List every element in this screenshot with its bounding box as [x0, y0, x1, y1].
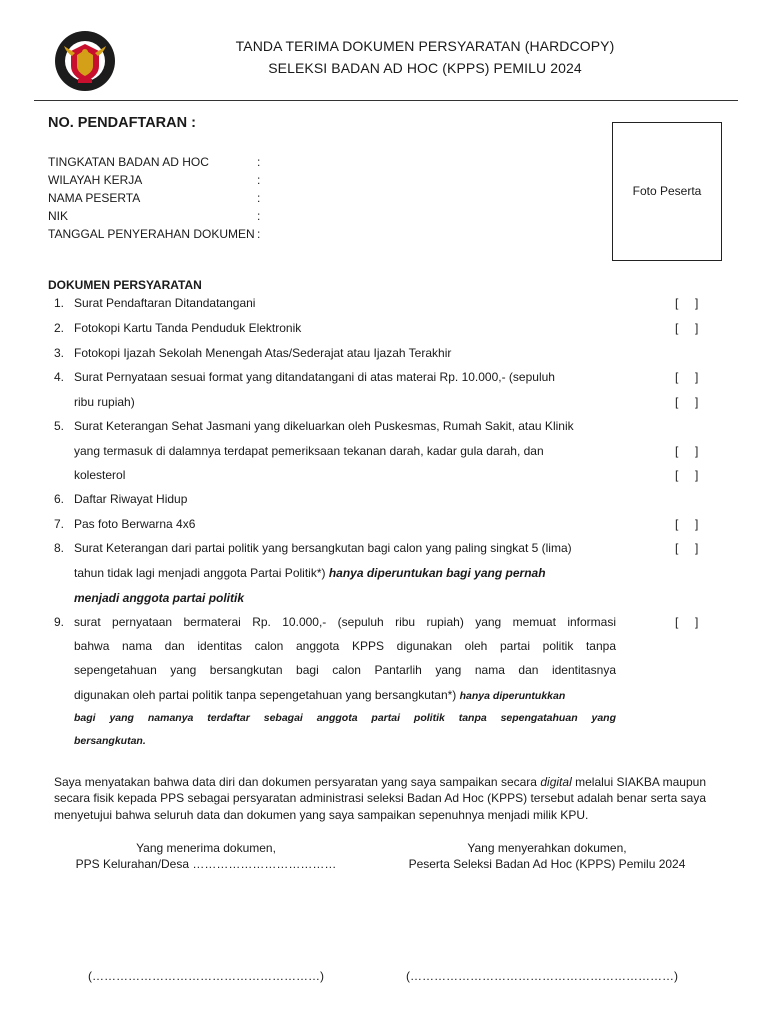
item-text-part: digunakan oleh partai politik tanpa sepengetahuan yang bersangkutan*): [74, 688, 457, 702]
item-number: 2.: [53, 321, 64, 335]
field-label-nama: NAMA PESERTA: [48, 191, 141, 205]
item-text: Pas foto Berwarna 4x6: [74, 517, 196, 531]
item-text: yang termasuk di dalamnya terdapat pemeriksaan tekanan darah, kadar gula darah, dan: [74, 444, 544, 458]
photo-box: [612, 122, 722, 261]
item-number: 5.: [53, 419, 64, 433]
submitter-subtitle: Peserta Seleksi Badan Ad Hoc (KPPS) Pemilu 2024: [408, 857, 686, 871]
item-text: Surat Pendaftaran Ditandatangani: [74, 296, 256, 310]
item-text: ribu rupiah): [74, 395, 135, 409]
item-note: bersangkutan.: [74, 735, 146, 747]
receiver-title: Yang menerima dokumen,: [136, 841, 276, 855]
item-text: bahwa nama dan identitas calon anggota KPPS digunakan oleh partai politik tanpa: [74, 639, 616, 653]
photo-label: Foto Peserta: [632, 184, 702, 198]
document-title: TANDA TERIMA DOKUMEN PERSYARATAN (HARDCOPY): [235, 38, 615, 54]
item-note: hanya diperuntukkan: [459, 690, 566, 702]
item-number: 8.: [53, 541, 64, 555]
checkbox[interactable]: [ ]: [675, 615, 699, 629]
item-text: [74, 688, 565, 702]
item-number: 6.: [53, 492, 64, 506]
header-divider: [34, 100, 738, 101]
documents-heading: DOKUMEN PERSYARATAN: [48, 278, 202, 292]
checkbox[interactable]: [ ]: [675, 296, 699, 310]
checkbox[interactable]: [ ]: [675, 517, 699, 531]
item-text: Surat Pernyataan sesuai format yang ditandatangani di atas materai Rp. 10.000,- (sepuluh: [74, 370, 555, 384]
checkbox[interactable]: [ ]: [675, 321, 699, 335]
item-number: 7.: [53, 517, 64, 531]
item-note: hanya diperuntukan bagi yang pernah: [328, 566, 546, 580]
field-colon: :: [257, 155, 261, 169]
registration-number-label: NO. PENDAFTARAN :: [48, 115, 196, 131]
item-text: Surat Keterangan dari partai politik yang bersangkutan bagi calon yang paling singkat 5 (lima): [74, 541, 572, 555]
item-text: Fotokopi Ijazah Sekolah Menengah Atas/Sederajat atau Ijazah Terakhir: [74, 346, 452, 360]
checkbox[interactable]: [ ]: [675, 468, 699, 482]
checkbox[interactable]: [ ]: [675, 370, 699, 384]
item-text: surat pernyataan bermaterai Rp. 10.000,- (sepuluh ribu rupiah) yang memuat informasi: [74, 615, 616, 629]
item-number: 1.: [53, 296, 64, 310]
field-colon: :: [257, 173, 261, 187]
field-colon: :: [257, 191, 261, 205]
declaration-text: melalui SIAKBA maupun secara fisik kepada PPS sebagai persyaratan administrasi seleksi Badan Ad Hoc (KPPS) tersebut adalah benar serta saya menyetujui bahwa seluruh data dan dokumen yang saya sampaikan sepenuhnya menjadi milik KPU.: [54, 775, 706, 822]
field-label-tingkatan: TINGKATAN BADAN AD HOC: [48, 155, 209, 169]
declaration-paragraph: [54, 774, 706, 823]
field-colon: :: [257, 209, 261, 223]
document-subtitle: SELEKSI BADAN AD HOC (KPPS) PEMILU 2024: [268, 60, 582, 76]
submitter-signature-line[interactable]: (…………………………………………………………): [406, 969, 678, 983]
item-number: 4.: [53, 370, 64, 384]
checkbox[interactable]: [ ]: [675, 444, 699, 458]
item-text: Surat Keterangan Sehat Jasmani yang dikeluarkan oleh Puskesmas, Rumah Sakit, atau Klinik: [74, 419, 574, 433]
field-label-wilayah: WILAYAH KERJA: [48, 173, 143, 187]
item-text: Fotokopi Kartu Tanda Penduduk Elektronik: [74, 321, 302, 335]
declaration-emphasis: digital: [540, 775, 572, 789]
item-text: [74, 566, 546, 580]
declaration-text: Saya menyatakan bahwa data diri dan dokumen persyaratan yang saya sampaikan secara: [54, 775, 541, 789]
submitter-title: Yang menyerahkan dokumen,: [467, 841, 627, 855]
receiver-signature-line[interactable]: (…………………………………………………): [88, 969, 324, 983]
item-note: bagi yang namanya terdaftar sebagai anggota partai politik tanpa sepengatahuan yang: [74, 712, 616, 724]
field-label-nik: NIK: [48, 209, 69, 223]
item-text: kolesterol: [74, 468, 126, 482]
checkbox[interactable]: [ ]: [675, 541, 699, 555]
receiver-subtitle: PPS Kelurahan/Desa ………………………………: [75, 857, 337, 871]
kpu-logo: [54, 30, 116, 92]
checkbox[interactable]: [ ]: [675, 395, 699, 409]
field-label-tanggal: TANGGAL PENYERAHAN DOKUMEN: [48, 227, 255, 241]
field-colon: :: [257, 227, 261, 241]
item-number: 9.: [53, 615, 64, 629]
item-note: menjadi anggota partai politik: [74, 591, 245, 605]
item-number: 3.: [53, 346, 64, 360]
item-text: sepengetahuan yang bersangkutan bagi calon Pantarlih yang nama dan identitasnya: [74, 663, 616, 677]
item-text-part: tahun tidak lagi menjadi anggota Partai Politik*): [74, 566, 326, 580]
item-text: Daftar Riwayat Hidup: [74, 492, 188, 506]
